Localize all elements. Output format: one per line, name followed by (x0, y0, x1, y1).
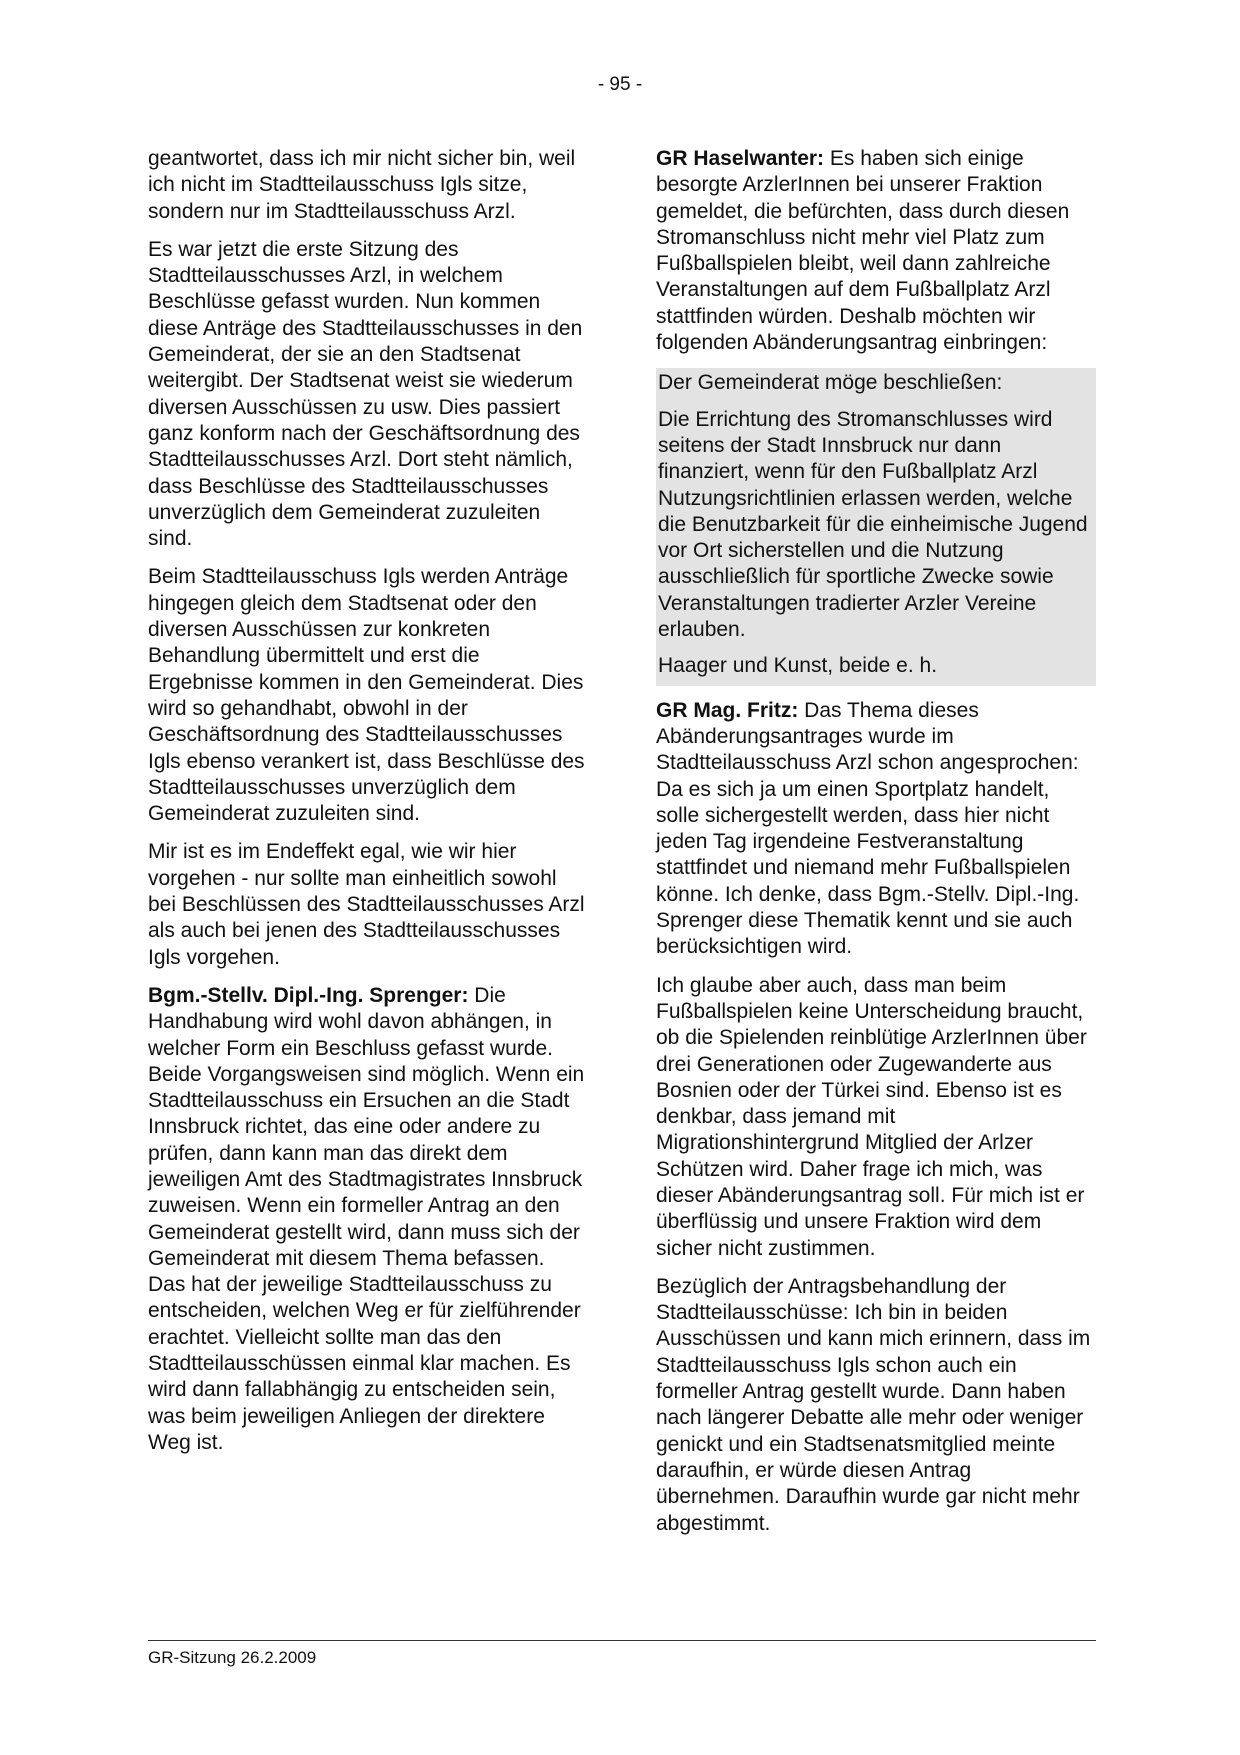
paragraph-text: geantwortet, dass ich mir nicht sicher bin, weil ich nicht im Stadtteilausschuss Igls sitze, sondern nur im Stadtteilausschuss Arzl. (148, 147, 576, 223)
right-column (656, 146, 1096, 1549)
footer-session-date: GR-Sitzung 26.2.2009 (148, 1648, 317, 1667)
paragraph-text: Ich glaube aber auch, dass man beim Fußballspielen keine Unterscheidung braucht, ob die Spielenden reinblütige ArzlerInnen über drei Generationen oder Zugewanderte aus Bosnien oder der Türkei sind. Ebenso ist es denkbar, dass jemand mit Migrationshintergrund Mitglied der Arlzer Schützen wird. Daher frage ich mich, was dieser Abänderungsantrag soll. Für mich ist er überflüssig und unsere Fraktion wird dem sicher nicht zustimmen. (656, 973, 1087, 1260)
motion-text: Die Errichtung des Stromanschlusses wird seitens der Stadt Innsbruck nur dann finanziert, wenn für den Fußballplatz Arzl Nutzungsrichtlinien erlassen werden, welche die Benutzbarkeit für die einheimische Jugend vor Ort sicherstellen und die Nutzung ausschließlich für sportliche Zwecke sowie Veranstaltungen tradierter Arzler Vereine erlauben. (658, 407, 1088, 642)
paragraph (148, 839, 586, 970)
footer-divider (148, 1640, 1096, 1641)
paragraph (656, 146, 1096, 356)
speaker-name: GR Mag. Fritz: (656, 698, 799, 722)
paragraph (656, 973, 1096, 1262)
paragraph-text: Mir ist es im Endeffekt egal, wie wir hier vorgehen - nur sollte man einheitlich sowohl bei Beschlüssen des Stadtteilausschusses Arzl als auch bei jenen des Stadtteilausschusses Igls vorgehen. (148, 840, 585, 969)
paragraph-text: Es war jetzt die erste Sitzung des Stadtteilausschusses Arzl, in welchem Beschlüsse gefasst wurden. Nun kommen diese Anträge des Stadtteilausschusses in den Gemeinderat, der sie an den Stadtsenat weitergibt. Der Stadtsenat weist sie wiederum diversen Ausschüssen zu usw. Dies passiert ganz konform nach der Geschäftsordnung des Stadtteilausschusses Arzl. Dort steht nämlich, dass Beschlüsse des Stadtteilausschusses unverzüglich dem Gemeinderat zuzuleiten sind. (148, 237, 583, 551)
left-column (148, 146, 586, 1468)
paragraph (148, 564, 586, 827)
paragraph (656, 1274, 1096, 1537)
paragraph-text: Es haben sich einige besorgte ArzlerInnen bei unserer Fraktion gemeldet, die befürchten, dass durch diesen Stromanschluss nicht mehr viel Platz zum Fußballspielen bleibt, weil dann zahlreiche Veranstaltungen auf dem Fußballplatz Arzl stattfinden würden. Deshalb möchten wir folgenden Abänderungsantrag einbringen: (656, 147, 1070, 355)
paragraph-text: Beim Stadtteilausschuss Igls werden Anträge hingegen gleich dem Stadtsenat oder den diversen Ausschüssen zur konkreten Behandlung übermittelt und erst die Ergebnisse kommen in den Gemeinderat. Dies wird so gehandhabt, obwohl in der Geschäftsordnung des Stadtteilausschusses Igls ebenso verankert ist, dass Beschlüsse des Stadtteilausschusses unverzüglich dem Gemeinderat zuzuleiten sind. (148, 565, 585, 826)
paragraph (656, 698, 1096, 961)
paragraph-text: Das Thema dieses Abänderungsantrages wurde im Stadtteilausschuss Arzl schon angesprochen: Da es sich ja um einen Sportplatz handelt, solle sichergestellt werden, dass hier nicht jeden Tag irgendeine Festveranstaltung stattfindet und niemand mehr Fußballspielen könne. Ich denke, dass Bgm.-Stellv. Dipl.-Ing. Sprenger diese Thematik kennt und sie auch berücksichtigen wird. (656, 698, 1080, 959)
speaker-name: Bgm.-Stellv. Dipl.-Ing. Sprenger: (148, 983, 469, 1007)
paragraph-text: Bezüglich der Antragsbehandlung der Stadtteilausschüsse: Ich bin in beiden Ausschüssen und kann mich erinnern, dass im Stadtteilausschuss Igls schon auch ein formeller Antrag gestellt wurde. Dann haben nach längerer Debatte alle mehr oder weniger genickt und ein Stadtsenatsmitglied meinte daraufhin, er würde diesen Antrag übernehmen. Daraufhin wurde gar nicht mehr abgestimmt. (656, 1274, 1091, 1535)
paragraph (148, 983, 586, 1456)
paragraph (148, 237, 586, 553)
paragraph (148, 146, 586, 225)
page-number: - 95 - (597, 74, 643, 95)
speaker-name: GR Haselwanter: (656, 147, 825, 170)
paragraph-text: Die Handhabung wird wohl davon abhängen, in welcher Form ein Beschluss gefasst wurde. Beide Vorgangsweisen sind möglich. Wenn ein Stadtteilausschuss ein Ersuchen an die Stadt Innsbruck richtet, das eine oder andere zu prüfen, dann kann man das direkt dem jeweiligen Amt des Stadtmagistrates Innsbruck zuweisen. Wenn ein formeller Antrag an den Gemeinderat gestellt wird, dann muss sich der Gemeinderat mit diesem Thema befassen. Das hat der jeweilige Stadtteilausschuss zu entscheiden, welchen Weg er für zielführender erachtet. Vielleicht sollte man das den Stadtteilausschüssen einmal klar machen. Es wird dann fallabhängig zu entscheiden sein, was beim jeweiligen Anliegen der direktere Weg ist. (148, 983, 585, 1454)
motion-heading: Der Gemeinderat möge beschließen: (658, 371, 1003, 395)
motion-box (656, 368, 1096, 685)
motion-signatories: Haager und Kunst, beide e. h. (658, 654, 938, 678)
